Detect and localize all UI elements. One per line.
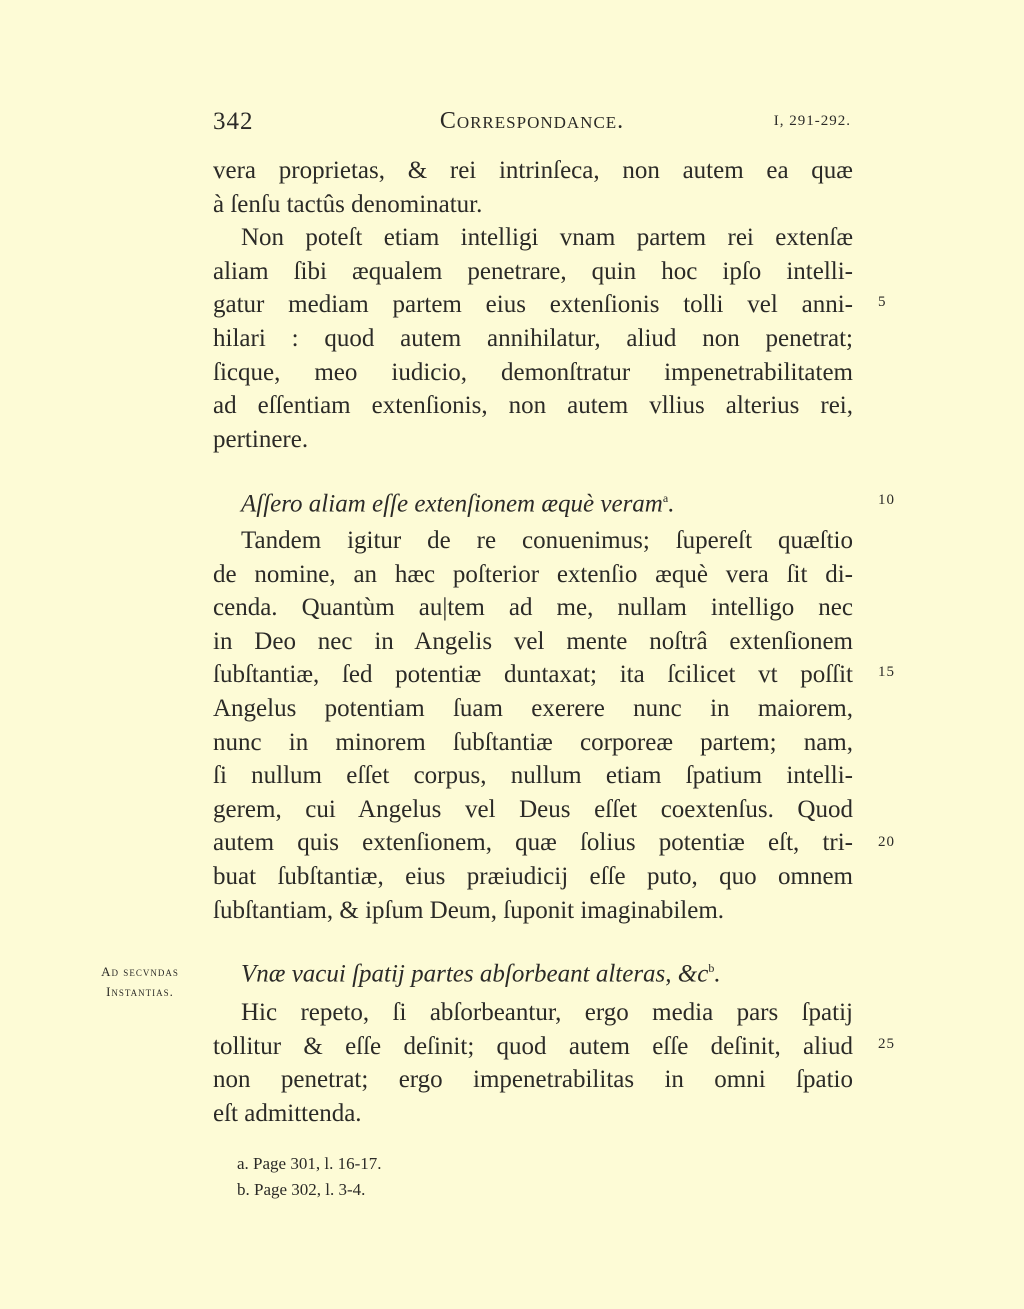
footnote: a. Page 301, l. 16-17.	[237, 1154, 382, 1173]
text-line: hilari : quod autem annihilatur, aliud non penetrat;	[213, 324, 853, 352]
text-line: Angelus potentiam ſuam exerere nunc in maiorem,	[213, 694, 853, 722]
text-line: pertinere.	[213, 425, 309, 453]
text-line: ſubſtantiæ, ſed potentiæ duntaxat; ita ſcilicet vt poſſit	[213, 661, 853, 689]
text-line: gerem, cui Angelus vel Deus eſſet coextenſus. Quod	[213, 795, 853, 823]
running-title: Correspondance.	[439, 108, 625, 134]
text-line: tollitur & eſſe deſinit; quod autem eſſe deſinit, aliud	[213, 1032, 853, 1060]
text-line: cenda. Quantùm au|tem ad me, nullam intelligo nec	[213, 594, 853, 622]
quoted-objection	[213, 482, 853, 516]
footnote: b. Page 302, l. 3-4.	[237, 1180, 366, 1199]
margin-note-line: Ad secvndas	[101, 964, 179, 979]
text-block-2	[213, 524, 853, 927]
text-line: nunc in minorem ſubſtantiæ corporeæ partem; nam,	[213, 728, 853, 756]
text-line: autem quis extenſionem, quæ ſolius potentiæ eſt, tri-	[213, 829, 853, 857]
text-line: buat ſubſtantiæ, eius præiudicij eſſe puto, quo omnem	[213, 862, 853, 890]
line-number: 20	[878, 834, 895, 850]
header-reference: I, 291-292.	[773, 113, 851, 129]
quote-end: .	[668, 490, 675, 518]
line-number: 25	[878, 1036, 895, 1052]
line-number: 10	[878, 492, 895, 508]
quoted-objection	[213, 952, 853, 986]
text-line: vera proprietas, & rei intrinſeca, non autem ea quæ	[213, 157, 853, 184]
text-line: eſt admittenda.	[213, 1099, 362, 1127]
margin-note-line: Instantias.	[106, 984, 174, 999]
text-line: in Deo nec in Angelis vel mente noſtrâ extenſionem	[213, 627, 853, 655]
text-line: ad eſſentiam extenſionis, non autem vllius alterius rei,	[213, 392, 853, 420]
text-line: Tandem igitur de re conuenimus; ſupereſt quæſtio	[241, 527, 853, 554]
text-block-3	[213, 996, 853, 1130]
page-number: 342	[213, 108, 254, 135]
line-number: 15	[878, 664, 895, 680]
text-line: à ſenſu tactûs denominatur.	[213, 190, 483, 218]
text-line: Hic repeto, ſi abſorbeantur, ergo media pars ſpatij	[241, 999, 853, 1026]
quote-end: .	[714, 960, 721, 988]
footnote-mark: a	[662, 491, 669, 505]
footnote-mark: b	[708, 961, 715, 975]
page-header	[213, 108, 851, 140]
text-line: aliam ſibi æqualem penetrare, quin hoc ipſo intelli-	[213, 257, 853, 285]
quote-block-2	[213, 952, 853, 986]
quote-block-1	[213, 482, 853, 516]
margin-note	[80, 962, 200, 1002]
quote-text: Aſſero aliam eſſe extenſionem æquè veram	[241, 490, 663, 518]
text-line: de nomine, an hæc poſterior extenſio æquè vera ſit di-	[213, 560, 853, 588]
text-line: ſicque, meo iudicio, demonſtratur impenetrabilitatem	[213, 358, 853, 386]
text-block-1	[213, 154, 853, 456]
text-line: ſubſtantiam, & ipſum Deum, ſuponit imaginabilem.	[213, 896, 725, 924]
text-line: ſi nullum eſſet corpus, nullum etiam ſpatium intelli-	[213, 762, 853, 790]
footnotes	[237, 1151, 381, 1203]
text-line: Non poteſt etiam intelligi vnam partem rei extenſæ	[241, 224, 853, 252]
quote-text: Vnæ vacui ſpatij partes abſorbeant alteras, &c	[241, 960, 709, 988]
line-number: 5	[878, 294, 887, 310]
text-line: non penetrat; ergo impenetrabilitas in omni ſpatio	[213, 1066, 853, 1094]
text-line: gatur mediam partem eius extenſionis tolli vel anni-	[213, 291, 853, 319]
